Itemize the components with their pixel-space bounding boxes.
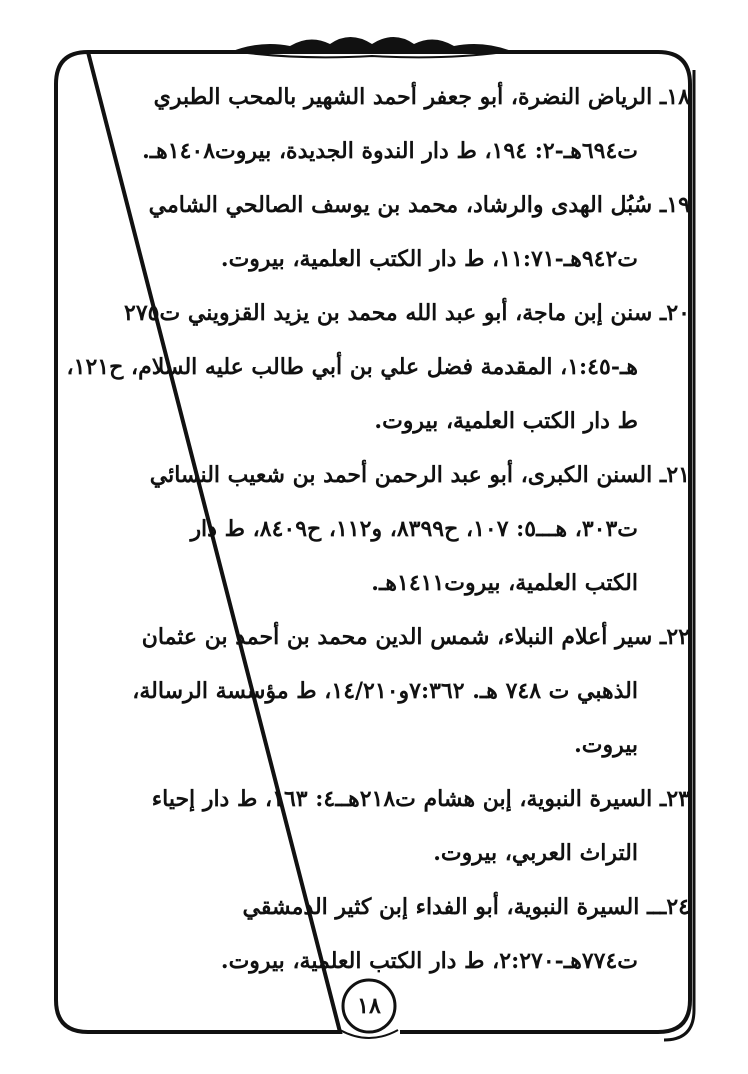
entry-continuation-line: بيروت. xyxy=(574,732,638,758)
bibliography-entry xyxy=(70,70,690,178)
bibliography-entry xyxy=(70,772,690,880)
entry-first-line: ٢٢ـ سير أعلام النبلاء، شمس الدين محمد بن أحمد بن عثمان xyxy=(141,624,690,650)
top-ornament xyxy=(230,37,514,57)
bibliography-entry xyxy=(70,880,690,988)
entry-first-line: ٢٠ـ سنن إبن ماجة، أبو عبد الله محمد بن يزيد القزويني ت٢٧٥ xyxy=(124,300,690,326)
entry-continuation-line: الكتب العلمية، بيروت١٤١١هـ. xyxy=(371,570,638,596)
bibliography-entry xyxy=(70,178,690,286)
entry-first-line: ١٨ـ الرياض النضرة، أبو جعفر أحمد الشهير بالمحب الطبري xyxy=(153,84,690,110)
entry-continuation-line: الذهبي ت ٧٤٨ هـ. ٧:٣٦٢و١٤/٢١٠، ط مؤسسة الرسالة، xyxy=(132,678,638,704)
page-number: ١٨ xyxy=(357,993,381,1019)
entry-continuation-line: ت٣٠٣، هـــ٥: ١٠٧، ح٨٣٩٩، و١١٢، ح٨٤٠٩، ط دار xyxy=(190,516,638,542)
bibliography-list xyxy=(66,70,690,988)
entry-first-line: ٢٤ـــ السيرة النبوية، أبو الفداء إبن كثير الدمشقي xyxy=(242,894,690,920)
entry-continuation-line: التراث العربي، بيروت. xyxy=(433,840,638,866)
bibliography-entry xyxy=(66,286,690,448)
entry-continuation-line: ت٧٧٤هـ-٢:٢٧٠، ط دار الكتب العلمية، بيروت. xyxy=(220,948,638,974)
bibliography-entry xyxy=(70,448,690,610)
entry-continuation-line: ط دار الكتب العلمية، بيروت. xyxy=(374,408,638,434)
bibliography-entry xyxy=(70,610,690,772)
entry-first-line: ٢١ـ السنن الكبرى، أبو عبد الرحمن أحمد بن شعيب النسائي xyxy=(149,462,690,488)
entry-first-line: ٢٣ـ السيرة النبوية، إبن هشام ت٢١٨هــ٤: ١٦٣، ط دار إحياء xyxy=(151,786,690,812)
entry-continuation-line: ت٦٩٤هـ-٢: ١٩٤، ط دار الندوة الجديدة، بيروت١٤٠٨هـ. xyxy=(142,138,638,164)
entry-first-line: ١٩ـ سُبُل الهدى والرشاد، محمد بن يوسف الصالحي الشامي xyxy=(148,192,690,218)
entry-continuation-line: ت٩٤٢هـ-١١:٧١، ط دار الكتب العلمية، بيروت. xyxy=(220,246,638,272)
entry-continuation-line: هـ-١:٤٥، المقدمة فضل علي بن أبي طالب عليه السلام، ح١٢١، xyxy=(66,354,638,380)
